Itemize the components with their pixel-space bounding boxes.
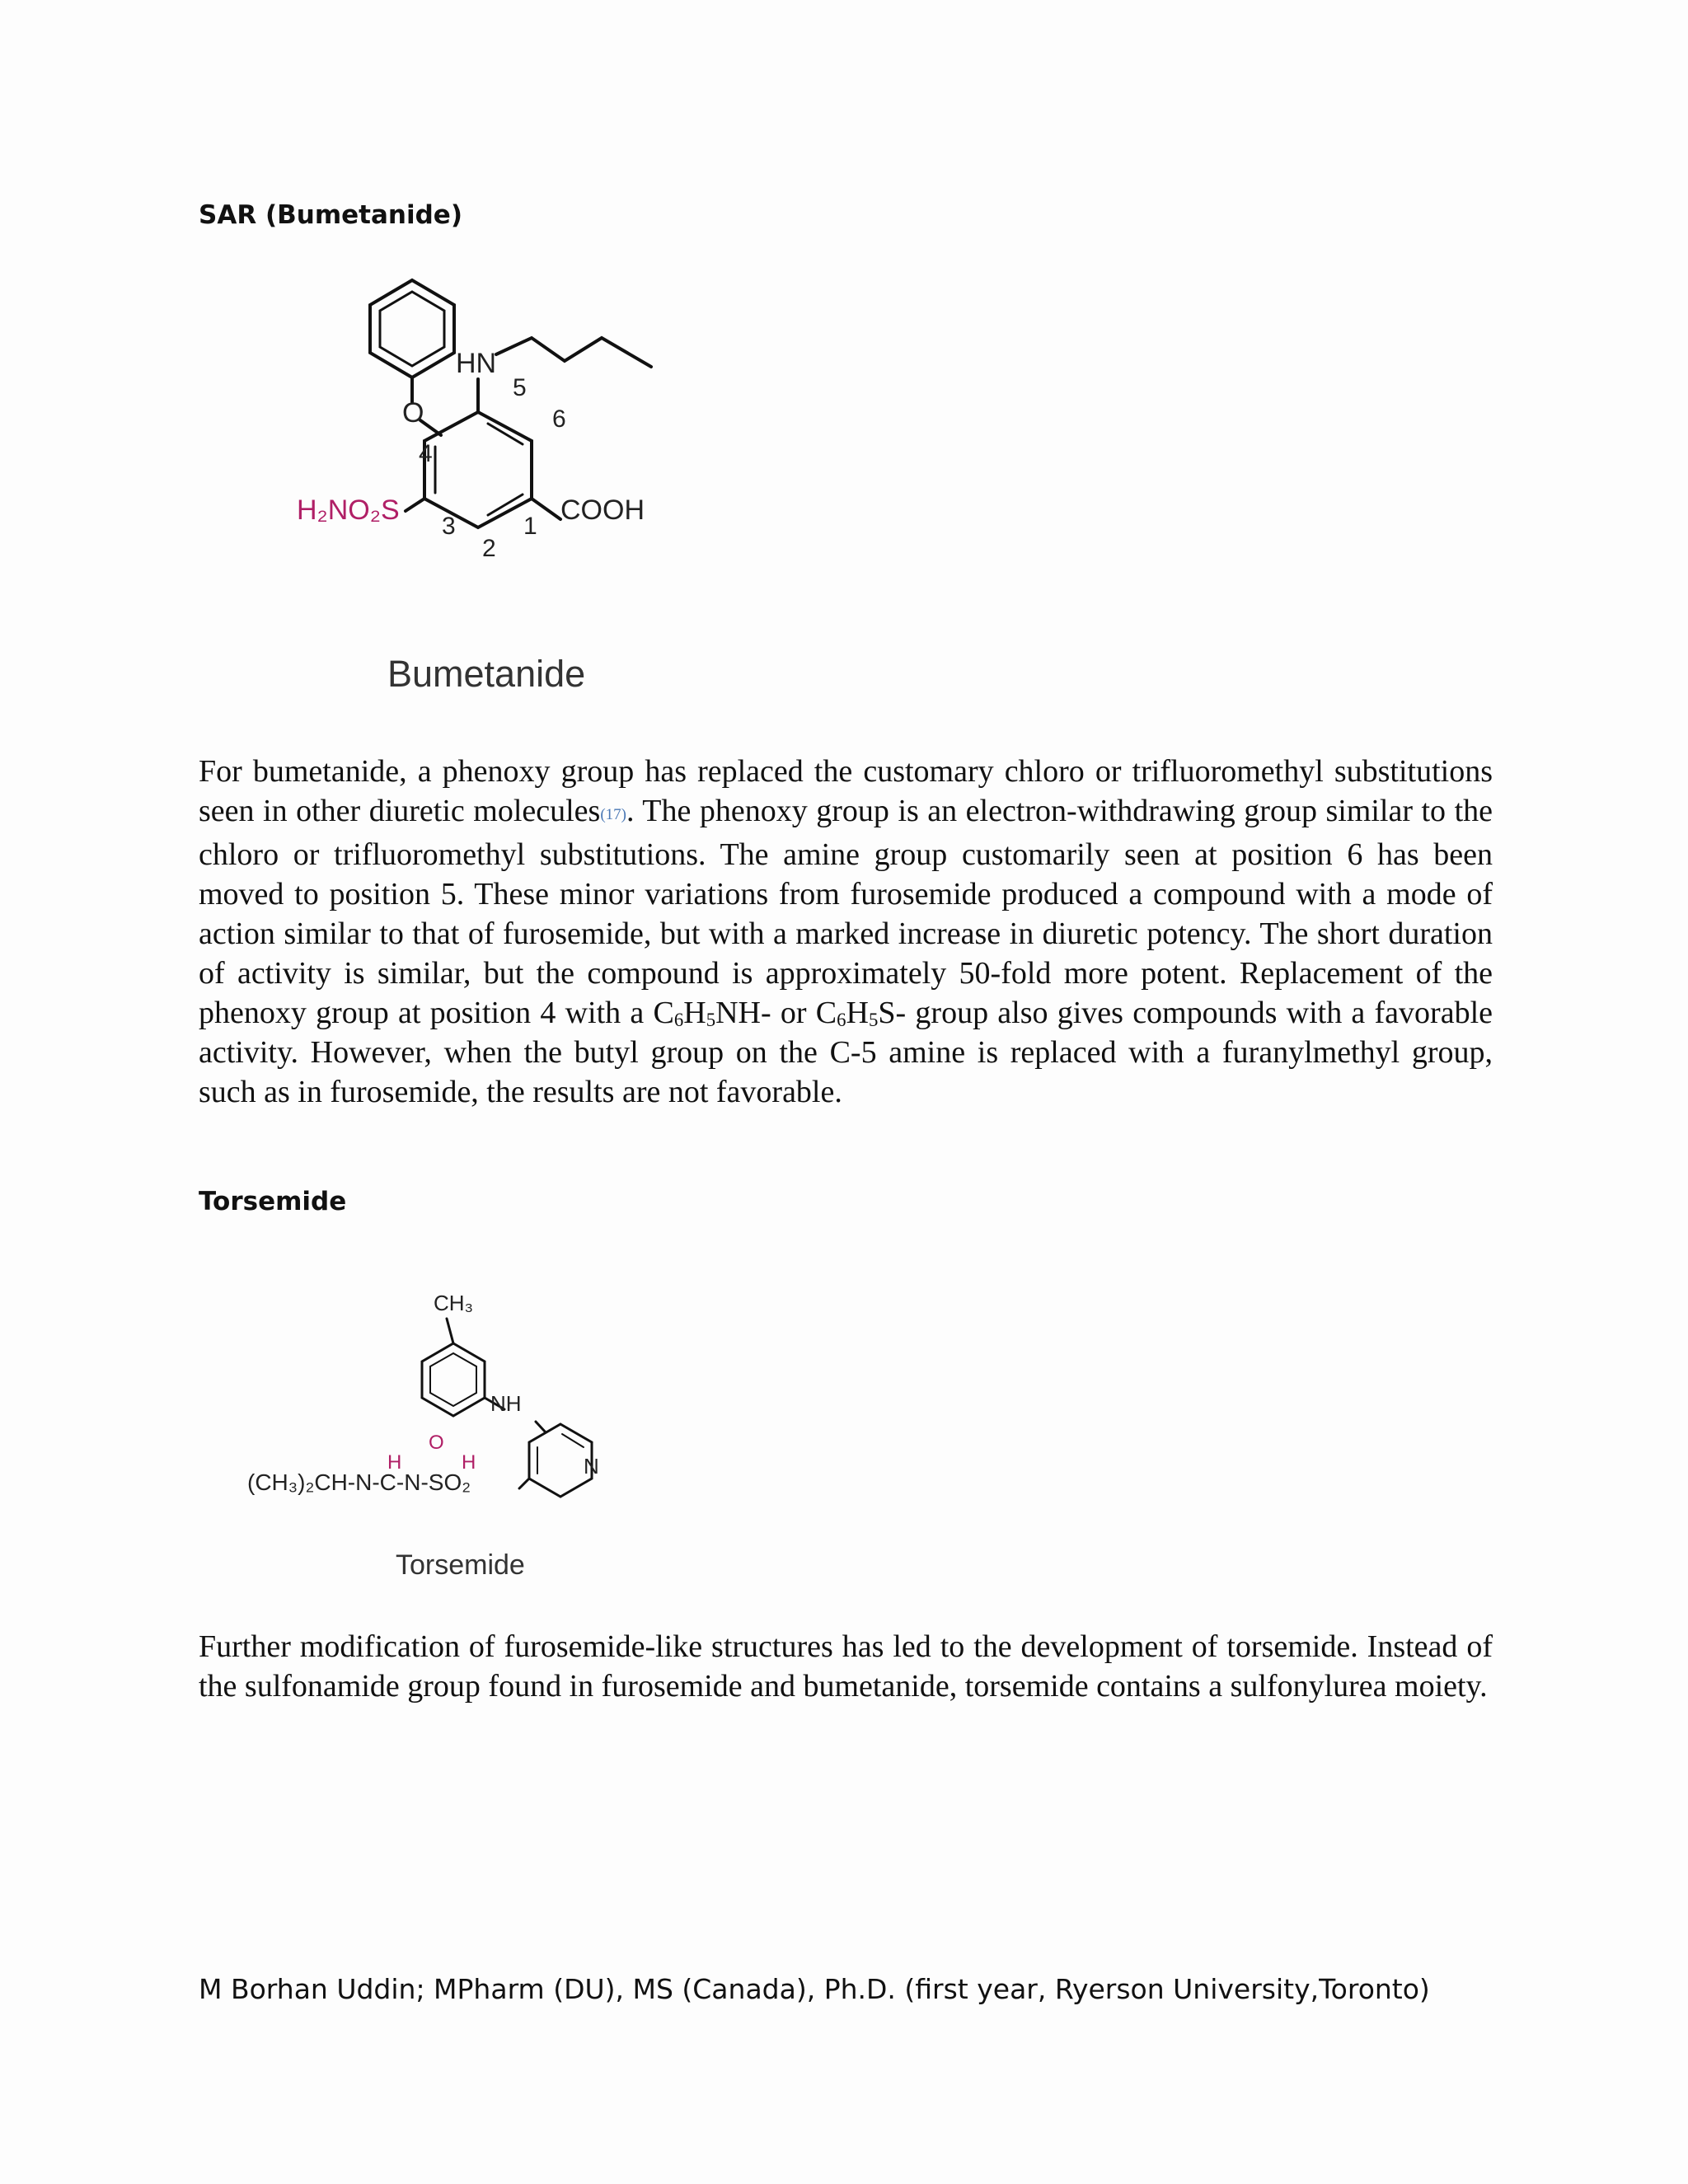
- position-5-label: 5: [513, 374, 527, 401]
- bumetanide-caption: Bumetanide: [387, 653, 586, 695]
- bumetanide-structure: [280, 272, 684, 577]
- position-3-label: 3: [442, 513, 456, 540]
- nh-label: HN: [456, 348, 497, 379]
- pyridine-nitrogen-label: N: [584, 1454, 599, 1479]
- torsemide-structure: [239, 1286, 626, 1508]
- formula-c6h5nh: $C_6H_5NH-$ or: [653, 996, 816, 1030]
- position-1-label: 1: [523, 513, 537, 540]
- position-4-label: 4: [419, 440, 433, 467]
- author-footer: M Borhan Uddin; MPharm (DU), MS (Canada), Ph.D. (first year, Ryerson University,Toronto): [199, 1973, 1430, 2005]
- methyl-label: CH₃: [434, 1291, 474, 1315]
- carbonyl-oxygen-label: O: [429, 1432, 444, 1454]
- bumetanide-paragraph: [199, 752, 1493, 1112]
- hydrogen-label: H: [387, 1451, 402, 1474]
- torsemide-caption: Torsemide: [396, 1549, 525, 1581]
- position-6-label: 6: [552, 405, 566, 433]
- paragraph-text: . The phenoxy group is an electron-withdrawing group similar to the chloro or trifluoromethyl substitutions. The amine group customarily seen at position 6 has been moved to position 5. These minor variations from furosemide produced a compound with a mode of action similar to that of furosemide, but with a marked increase in diuretic potency. The short duration of activity is similar, but the compound is approximately 50-fold more potent. Replacement of the phenoxy group at position 4 with a: [199, 794, 1493, 1030]
- sulfamoyl-label: H₂NO₂S: [297, 494, 400, 526]
- carboxyl-label: COOH: [560, 494, 645, 526]
- nh-label: NH: [490, 1391, 522, 1416]
- citation-link[interactable]: (17): [600, 806, 626, 823]
- formula-c6h5s: $C_6H_5S-$: [815, 996, 907, 1030]
- section-heading-bumetanide: SAR (Bumetanide): [199, 200, 462, 230]
- oxygen-label: O: [402, 397, 424, 429]
- paragraph-text: For bumetanide, a phenoxy group has replaced the customary chloro or trifluoromethyl substitutions seen in other diuretic molecules: [199, 754, 1493, 828]
- hydrogen-label: H: [462, 1451, 476, 1474]
- torsemide-paragraph: Further modification of furosemide-like structures has led to the development of torsemide. Instead of the sulfonamide group found in furosemide and bumetanide, torsemide contains a sulfonylurea moiety.: [199, 1629, 1493, 1704]
- paragraph-text: group also gives compounds with a favorable activity. However, when the butyl group on the C-5 amine is replaced with a furanylmethyl group, such as in furosemide, the results are not favorable.: [199, 996, 1493, 1109]
- position-2-label: 2: [482, 535, 496, 562]
- section-heading-torsemide: Torsemide: [199, 1187, 347, 1216]
- sulfonylurea-chain-label: (CH₃)₂CH-N-C-N-SO₂: [247, 1469, 471, 1495]
